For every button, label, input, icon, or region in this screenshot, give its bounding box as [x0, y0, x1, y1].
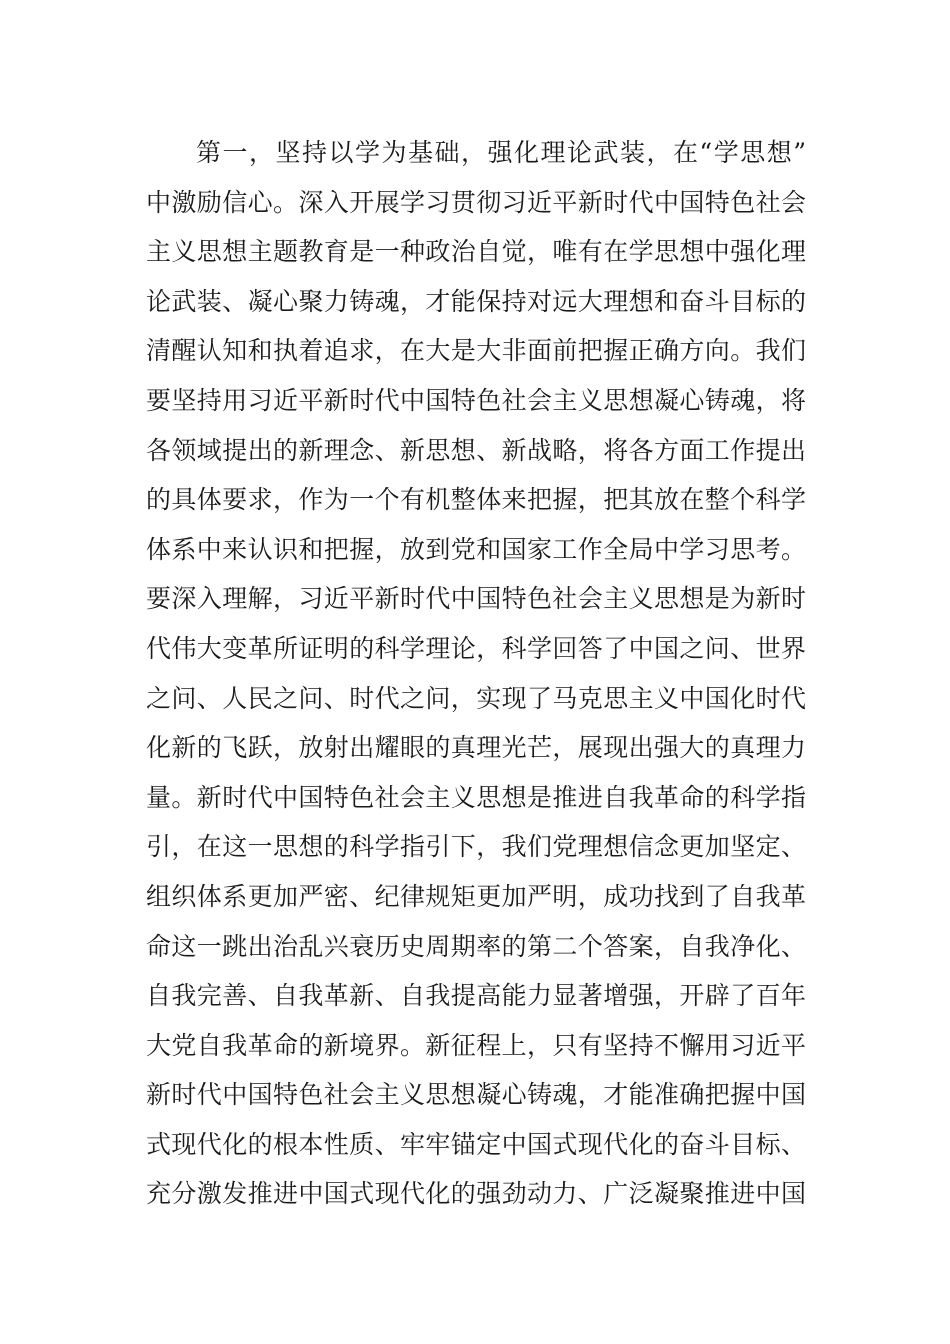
- paragraph-line: 式现代化的根本性质、牢牢锚定中国式现代化的奋斗目标、: [146, 1129, 806, 1159]
- paragraph-line: 清醒认知和执着追求，在大是大非面前把握正确方向。我们: [146, 336, 806, 366]
- paragraph-line: 命这一跳出治乱兴衰历史周期率的第二个答案，自我净化、: [146, 931, 806, 961]
- paragraph-line: 量。新时代中国特色社会主义思想是推进自我革命的科学指: [146, 782, 806, 812]
- paragraph-line: 的具体要求，作为一个有机整体来把握，把其放在整个科学: [146, 485, 806, 515]
- paragraph-line: 之问、人民之问、时代之问，实现了马克思主义中国化时代: [146, 683, 806, 713]
- paragraph-line: 自我完善、自我革新、自我提高能力显著增强，开辟了百年: [146, 981, 806, 1011]
- body-paragraph: [146, 128, 806, 1219]
- paragraph-line: 第一，坚持以学为基础，强化理论武装，在“学思想”: [196, 138, 806, 167]
- paragraph-line: 中激励信心。深入开展学习贯彻习近平新时代中国特色社会: [146, 187, 806, 217]
- paragraph-line: 要坚持用习近平新时代中国特色社会主义思想凝心铸魂，将: [146, 385, 806, 415]
- paragraph-line: 引，在这一思想的科学指引下，我们党理想信念更加坚定、: [146, 832, 806, 862]
- paragraph-line: 组织体系更加严密、纪律规矩更加严明，成功找到了自我革: [146, 881, 806, 911]
- paragraph-line: 化新的飞跃，放射出耀眼的真理光芒，展现出强大的真理力: [146, 733, 806, 763]
- paragraph-line: 新时代中国特色社会主义思想凝心铸魂，才能准确把握中国: [146, 1080, 806, 1110]
- paragraph-line: 大党自我革命的新境界。新征程上，只有坚持不懈用习近平: [146, 1030, 806, 1060]
- paragraph-line: 各领域提出的新理念、新思想、新战略，将各方面工作提出: [146, 435, 806, 465]
- paragraph-line: 要深入理解，习近平新时代中国特色社会主义思想是为新时: [146, 584, 806, 614]
- paragraph-line: 体系中来认识和把握，放到党和国家工作全局中学习思考。: [146, 534, 806, 564]
- paragraph-line: 充分激发推进中国式现代化的强劲动力、广泛凝聚推进中国: [146, 1179, 806, 1209]
- paragraph-line: 代伟大变革所证明的科学理论，科学回答了中国之问、世界: [146, 633, 806, 663]
- paragraph-line: 主义思想主题教育是一种政治自觉，唯有在学思想中强化理: [146, 237, 806, 267]
- paragraph-line: 论武装、凝心聚力铸魂，才能保持对远大理想和奋斗目标的: [146, 286, 806, 316]
